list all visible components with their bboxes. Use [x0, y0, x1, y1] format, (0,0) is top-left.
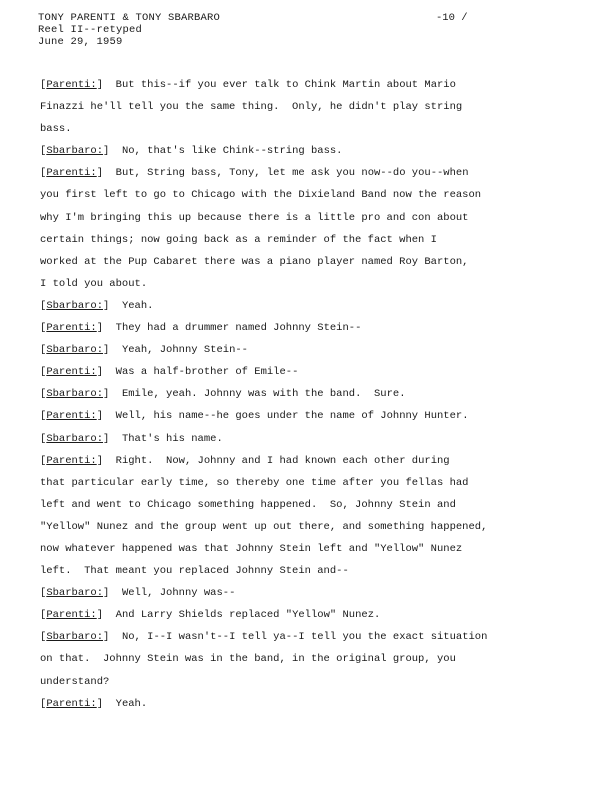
line-text: Yeah. — [103, 697, 148, 710]
transcript-line — [40, 251, 585, 273]
speaker-label: Sbarbaro: — [46, 299, 104, 312]
transcript-line — [40, 494, 585, 516]
header-names: TONY PARENTI & TONY SBARBARO — [38, 12, 221, 24]
line-text: Well, his name--he goes under the name of Johnny Hunter. — [103, 410, 469, 423]
speaker-label: Sbarbaro: — [46, 432, 104, 445]
speaker-label: Parenti: — [46, 410, 97, 423]
transcript-line — [40, 207, 585, 229]
line-text: But this--if you ever talk to Chink Martin about Mario — [103, 79, 456, 91]
transcript-line — [40, 648, 585, 670]
line-text: "Yellow" Nunez and the group went up out there, and something happened, — [40, 520, 488, 533]
transcript-line — [40, 184, 585, 206]
speaker-label: Sbarbaro: — [46, 631, 104, 644]
speaker-label: Sbarbaro: — [46, 587, 104, 600]
speaker-label: Parenti: — [46, 366, 97, 379]
line-text: that particular early time, so thereby one time after you fellas had — [40, 476, 469, 489]
document-header — [38, 12, 220, 48]
speaker-label: Parenti: — [46, 454, 97, 467]
transcript-line — [40, 96, 585, 118]
line-text: No, that's like Chink--string bass. — [109, 145, 343, 158]
line-text: on that. Johnny Stein was in the band, in the original group, you — [40, 653, 456, 666]
transcript-line: [Parenti:] Yeah. — [40, 697, 148, 710]
transcript-line: [Sbarbaro:] Yeah. — [40, 299, 154, 312]
line-text: They had a drummer named Johnny Stein-- — [103, 322, 362, 335]
transcript-line: [Parenti:] And Larry Shields replaced "Yellow" Nunez. — [40, 609, 381, 622]
line-text: understand? — [40, 675, 110, 688]
transcript-line: [Sbarbaro:] Well, Johnny was-- — [40, 587, 236, 600]
transcript-line: [Parenti:] But this--if you ever talk to Chink Martin about Mario — [40, 79, 456, 91]
speaker-label: Sbarbaro: — [46, 344, 104, 357]
speaker-label: Parenti: — [46, 609, 97, 622]
line-text: Emile, yeah. Johnny was with the band. Sure. — [109, 388, 406, 401]
line-text: now whatever happened was that Johnny Stein left and "Yellow" Nunez — [40, 542, 463, 555]
transcript-line: [Sbarbaro:] Yeah, Johnny Stein-- — [40, 344, 248, 357]
transcript-line — [40, 538, 585, 560]
line-text: bass. — [40, 123, 72, 136]
speaker-label: Parenti: — [46, 79, 97, 91]
speaker-label: Parenti: — [46, 167, 97, 180]
line-text: you first left to go to Chicago with the Dixieland Band now the reason — [40, 189, 482, 202]
page-number: -10 / — [436, 12, 468, 24]
transcript-line: [Parenti:] Well, his name--he goes under the name of Johnny Hunter. — [40, 410, 469, 423]
line-text: left. That meant you replaced Johnny Stein and-- — [40, 565, 349, 578]
transcript-line: [Parenti:] Right. Now, Johnny and I had known each other during — [40, 454, 450, 467]
speaker-label: Parenti: — [46, 322, 97, 335]
transcript-line: [Sbarbaro:] No, I--I wasn't--I tell ya--I tell you the exact situation — [40, 631, 488, 644]
transcript-line — [40, 516, 585, 538]
header-reel: Reel II--retyped — [38, 24, 143, 36]
speaker-label: Parenti: — [46, 697, 97, 710]
speaker-label: Sbarbaro: — [46, 145, 104, 158]
line-text: certain things; now going back as a reminder of the fact when I — [40, 233, 437, 246]
line-text: That's his name. — [109, 432, 223, 445]
line-text: left and went to Chicago something happened. So, Johnny Stein and — [40, 498, 456, 511]
transcript-body — [40, 74, 585, 715]
transcript-line — [40, 273, 585, 295]
transcript-line: [Parenti:] Was a half-brother of Emile-- — [40, 366, 299, 379]
line-text: I told you about. — [40, 277, 148, 290]
line-text: Well, Johnny was-- — [109, 587, 236, 600]
line-text: Right. Now, Johnny and I had known each other during — [103, 454, 450, 467]
transcript-line — [40, 118, 585, 140]
line-text: But, String bass, Tony, let me ask you now--do you--when — [103, 167, 469, 180]
transcript-line: [Parenti:] But, String bass, Tony, let me ask you now--do you--when — [40, 167, 469, 180]
line-text: Yeah. — [109, 299, 154, 312]
line-text: No, I--I wasn't--I tell ya--I tell you the exact situation — [109, 631, 488, 644]
header-date: June 29, 1959 — [38, 36, 123, 48]
transcript-line: [Sbarbaro:] That's his name. — [40, 432, 223, 445]
line-text: why I'm bringing this up because there is a little pro and con about — [40, 211, 469, 224]
transcript-line: [Parenti:] They had a drummer named Johnny Stein-- — [40, 322, 362, 335]
line-text: worked at the Pup Cabaret there was a piano player named Roy Barton, — [40, 255, 469, 268]
transcript-line — [40, 560, 585, 582]
line-text: Was a half-brother of Emile-- — [103, 366, 299, 379]
transcript-line: [Sbarbaro:] Emile, yeah. Johnny was with the band. Sure. — [40, 388, 406, 401]
transcript-line — [40, 472, 585, 494]
line-text: And Larry Shields replaced "Yellow" Nunez. — [103, 609, 381, 622]
speaker-label: Sbarbaro: — [46, 388, 104, 401]
line-text: Finazzi he'll tell you the same thing. Only, he didn't play string — [40, 101, 463, 114]
line-text: Yeah, Johnny Stein-- — [109, 344, 248, 357]
transcript-line — [40, 671, 585, 693]
transcript-line — [40, 229, 585, 251]
transcript-line: [Sbarbaro:] No, that's like Chink--string bass. — [40, 145, 343, 158]
